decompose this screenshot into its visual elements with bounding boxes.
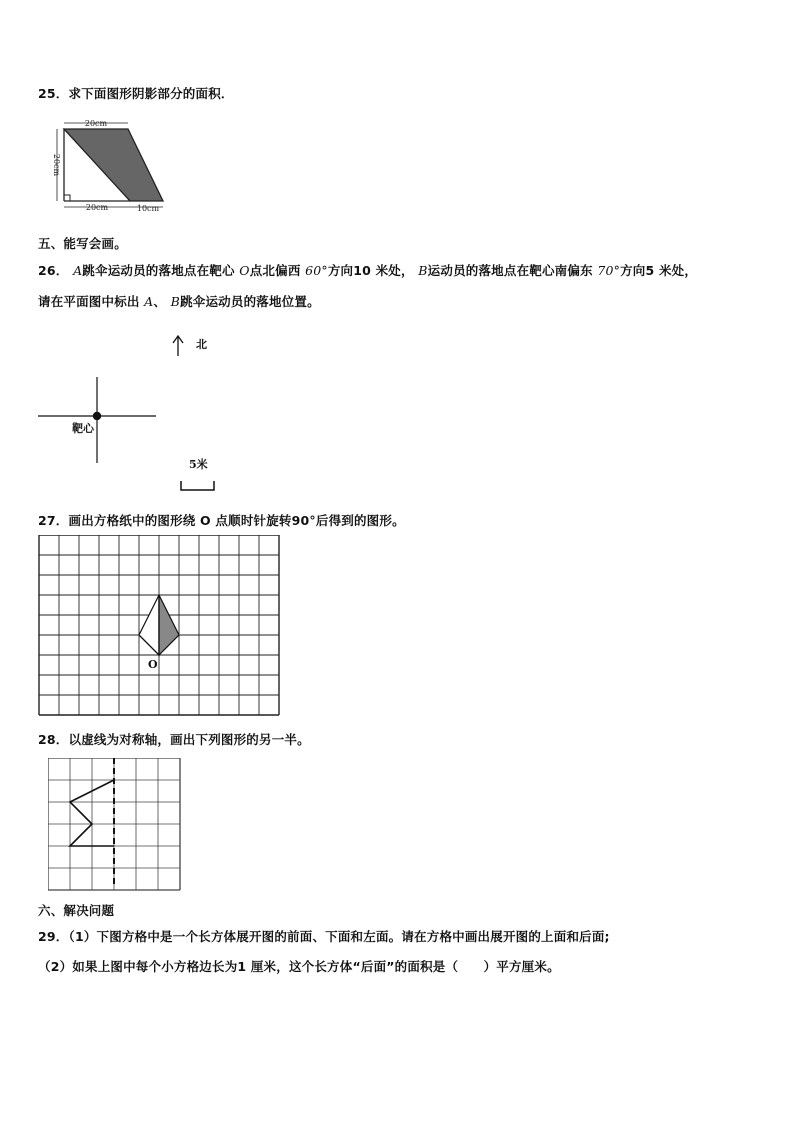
section5-title: 五、能写会画。	[38, 236, 127, 251]
bullseye-point	[93, 412, 101, 420]
q25-label-top: 20cm	[84, 119, 108, 128]
q26-text-2: 点北偏西	[249, 263, 301, 278]
q25-right-angle-mark	[64, 195, 70, 201]
q25-text	[38, 84, 234, 102]
q26-figure	[36, 330, 226, 495]
q27-shaded-triangle	[159, 595, 179, 655]
section6-title: 六、解决问题	[38, 903, 115, 918]
q28-text	[38, 730, 310, 748]
q25-label-bottom: 20cm	[85, 203, 109, 212]
q26-number: 26．	[38, 263, 69, 278]
q26-text-5: 方向5 米处，	[620, 263, 698, 278]
q25-label-left: 20cm	[52, 153, 61, 177]
q26-line2-text-b: 跳伞运动员的落地位置。	[180, 294, 320, 309]
north-label: 北	[196, 338, 207, 351]
scale-label: 5米	[189, 458, 208, 471]
q27-o-label: O	[148, 658, 158, 671]
q26-text-3: 方向10 米处，	[327, 263, 414, 278]
q27-prompt: 画出方格纸中的图形绕 O 点顺时针旋转90°后得到的图形。	[68, 513, 405, 528]
q26-text-1: 跳伞运动员的落地点在靶心	[82, 263, 235, 278]
scale-bar	[181, 481, 214, 490]
q26-line2-point-b: B	[170, 294, 181, 309]
q29-part1	[38, 927, 610, 945]
q25-label-extra: 10cm	[136, 204, 160, 213]
q29-part1-text: （1）下图方格中是一个长方体展开图的前面、下面和左面。请在方格中画出展开图的上面和后面;	[68, 929, 610, 944]
q26-point-o: O	[239, 263, 250, 278]
q26-line2-point-a: A	[144, 294, 154, 309]
q26-text-4: 运动员的落地点在靶心南偏东	[427, 263, 593, 278]
q28-number: 28．	[38, 732, 69, 747]
q27-text	[38, 511, 405, 529]
q27-number: 27．	[38, 513, 69, 528]
q25-figure	[44, 118, 179, 218]
q25-shaded-region	[64, 129, 163, 201]
q29-number: 29．	[38, 929, 69, 944]
q25-number: 25．	[38, 86, 69, 101]
q26-line1	[38, 261, 697, 279]
q27-grid-figure	[38, 535, 282, 719]
q25-prompt: 求下面图形阴影部分的面积．	[68, 86, 234, 101]
q28-prompt: 以虚线为对称轴，画出下列图形的另一半。	[68, 732, 310, 747]
q26-line2-sep: 、	[153, 294, 167, 309]
q26-angle-2: 70°	[597, 263, 621, 278]
q27-white-triangle	[139, 595, 159, 655]
q26-line2	[38, 292, 320, 310]
q28-grid-figure	[48, 758, 182, 892]
q26-angle-1: 60°	[305, 263, 328, 278]
q26-point-b: B	[418, 263, 428, 278]
q29-part2: （2）如果上图中每个小方格边长为1 厘米，这个长方体“后面”的面积是（ ）平方厘米。	[38, 959, 560, 974]
bullseye-label: 靶心	[72, 422, 94, 435]
q26-point-a: A	[73, 263, 83, 278]
q26-line2-text-a: 请在平面图中标出	[38, 294, 140, 309]
